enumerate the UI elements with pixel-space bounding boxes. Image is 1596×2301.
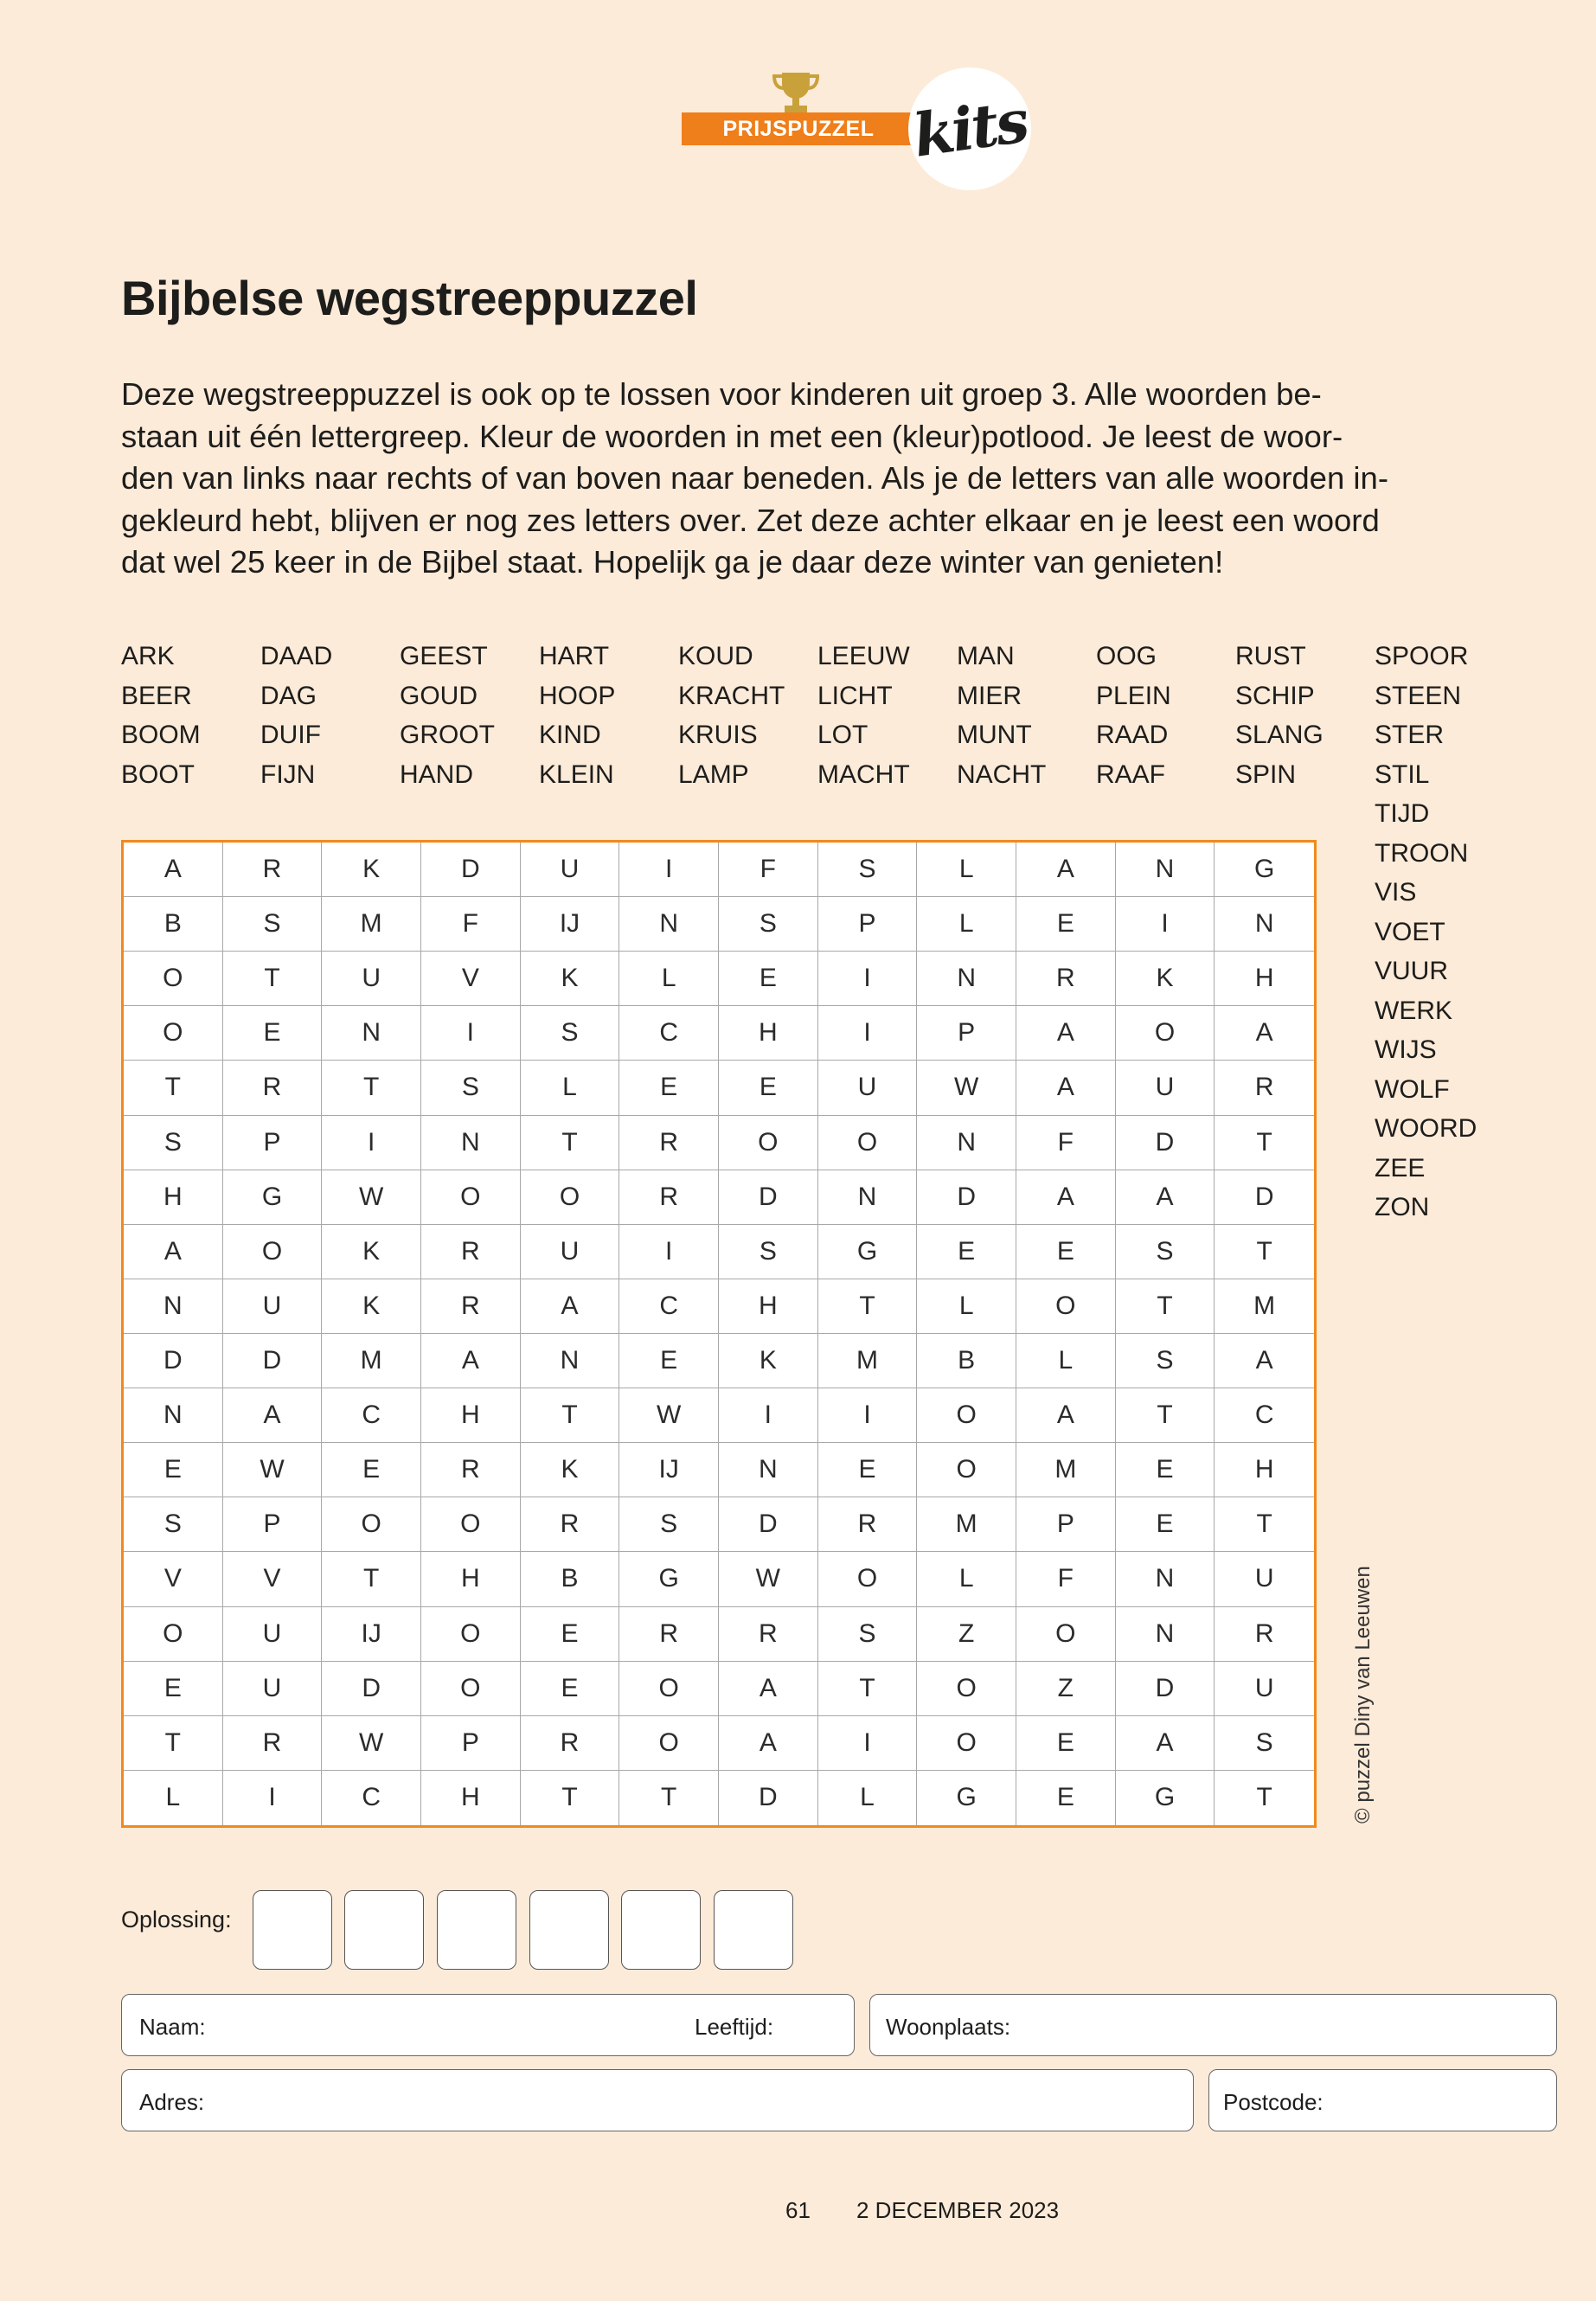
trophy-icon [770,69,822,119]
grid-cell[interactable]: I [818,1006,918,1061]
word-list-item: RAAF [1096,760,1166,789]
grid-cell[interactable]: U [223,1607,323,1662]
grid-cell[interactable]: IJ [521,897,620,952]
grid-cell[interactable]: S [818,1607,918,1662]
grid-cell[interactable]: E [521,1607,620,1662]
grid-cell[interactable]: O [1016,1607,1116,1662]
grid-cell[interactable]: D [719,1497,818,1552]
grid-cell[interactable]: E [719,952,818,1006]
grid-cell[interactable]: D [719,1170,818,1225]
grid-cell[interactable]: C [322,1388,421,1443]
grid-cell[interactable]: N [1116,843,1215,897]
word-list-item: HART [539,642,610,670]
address-label: Adres: [139,2089,205,2115]
grid-cell[interactable]: L [619,952,719,1006]
grid-cell[interactable]: N [421,1116,521,1170]
grid-cell[interactable]: K [322,1225,421,1279]
grid-cell[interactable]: D [223,1334,323,1388]
grid-cell[interactable]: R [521,1716,620,1771]
grid-cell[interactable]: O [421,1662,521,1716]
grid-cell[interactable]: R [719,1607,818,1662]
kits-logo [908,67,1031,190]
grid-cell[interactable]: O [818,1552,918,1606]
grid-cell[interactable]: U [818,1061,918,1115]
grid-cell[interactable]: W [223,1443,323,1497]
grid-cell[interactable]: E [223,1006,323,1061]
grid-cell[interactable]: G [818,1225,918,1279]
grid-cell[interactable]: U [223,1279,323,1334]
grid-cell[interactable]: A [1215,1334,1314,1388]
grid-cell[interactable]: Z [1016,1662,1116,1716]
word-list-item: BOOT [121,760,195,789]
grid-cell[interactable]: IJ [322,1607,421,1662]
puzzle-credit: © puzzel Diny van Leeuwen [1351,1566,1375,1823]
word-list-item: NACHT [957,760,1047,789]
grid-cell[interactable]: R [619,1607,719,1662]
grid-cell[interactable]: R [421,1225,521,1279]
grid-cell[interactable]: O [917,1388,1016,1443]
word-list-item: HOOP [539,681,616,710]
grid-cell[interactable]: R [1215,1061,1314,1115]
grid-cell[interactable]: A [1016,1061,1116,1115]
grid-cell[interactable]: E [521,1662,620,1716]
word-list-item: LAMP [678,760,749,789]
grid-cell[interactable]: S [223,897,323,952]
grid-cell[interactable]: C [619,1279,719,1334]
grid-cell[interactable]: P [223,1497,323,1552]
word-list-item: KIND [539,721,601,749]
grid-cell[interactable]: N [818,1170,918,1225]
grid-cell[interactable]: F [421,897,521,952]
grid-cell[interactable]: D [1215,1170,1314,1225]
word-list-item: DUIF [260,721,321,749]
word-list-item: FIJN [260,760,316,789]
grid-cell[interactable]: H [124,1170,223,1225]
grid-cell[interactable]: F [1016,1552,1116,1606]
word-list-item: GEEST [400,642,488,670]
grid-cell[interactable]: U [322,952,421,1006]
word-list-item: ZON [1375,1193,1430,1221]
grid-cell[interactable]: L [521,1061,620,1115]
grid-cell[interactable]: L [818,1771,918,1825]
grid-cell[interactable]: I [818,1716,918,1771]
grid-cell[interactable]: M [1215,1279,1314,1334]
grid-cell[interactable]: O [322,1497,421,1552]
grid-cell[interactable]: S [521,1006,620,1061]
intro-paragraph [121,374,1479,584]
grid-cell[interactable]: S [1116,1225,1215,1279]
grid-cell[interactable]: U [1116,1061,1215,1115]
grid-cell[interactable]: S [818,843,918,897]
grid-cell[interactable]: I [619,843,719,897]
word-list-item: VIS [1375,878,1417,907]
grid-cell[interactable]: S [719,897,818,952]
grid-cell[interactable]: S [1215,1716,1314,1771]
grid-cell[interactable]: G [619,1552,719,1606]
word-list-item: MIER [957,681,1022,710]
grid-cell[interactable]: S [421,1061,521,1115]
grid-cell[interactable]: N [719,1443,818,1497]
grid-cell[interactable]: E [619,1334,719,1388]
grid-cell[interactable]: D [124,1334,223,1388]
postcode-field[interactable] [1208,2069,1557,2131]
grid-cell[interactable]: E [1116,1443,1215,1497]
page-title: Bijbelse wegstreeppuzzel [121,271,698,325]
grid-cell[interactable]: A [1016,1170,1116,1225]
grid-cell[interactable]: S [124,1497,223,1552]
word-list-item: HAND [400,760,474,789]
grid-cell[interactable]: W [322,1716,421,1771]
issue-date: 2 DECEMBER 2023 [856,2197,1060,2223]
word-list-item: WERK [1375,996,1452,1025]
grid-cell[interactable]: I [322,1116,421,1170]
grid-cell[interactable]: O [421,1607,521,1662]
grid-cell[interactable]: D [322,1662,421,1716]
grid-cell[interactable]: P [917,1006,1016,1061]
grid-cell[interactable]: A [421,1334,521,1388]
word-list-item: STIL [1375,760,1430,789]
grid-cell[interactable]: I [818,1388,918,1443]
grid-cell[interactable]: E [818,1443,918,1497]
grid-cell[interactable]: H [421,1552,521,1606]
grid-cell[interactable]: I [719,1388,818,1443]
grid-cell[interactable]: E [1016,1225,1116,1279]
grid-cell[interactable]: I [1116,897,1215,952]
grid-cell[interactable]: O [917,1662,1016,1716]
grid-cell[interactable]: H [719,1279,818,1334]
grid-cell[interactable]: K [719,1334,818,1388]
grid-cell[interactable]: H [719,1006,818,1061]
kits-logo-text: kits [908,87,1031,171]
solution-box[interactable] [437,1890,516,1970]
grid-cell[interactable]: A [1016,1006,1116,1061]
grid-cell[interactable]: W [619,1388,719,1443]
grid-cell[interactable]: O [818,1116,918,1170]
name-age-field[interactable] [121,1994,855,2056]
city-field[interactable] [869,1994,1557,2056]
word-list-item: PLEIN [1096,681,1171,710]
solution-box[interactable] [253,1890,332,1970]
grid-cell[interactable]: G [917,1771,1016,1825]
word-list-item: TROON [1375,838,1469,868]
grid-cell[interactable]: O [223,1225,323,1279]
grid-cell[interactable]: E [322,1443,421,1497]
grid-cell[interactable]: F [1016,1116,1116,1170]
prijspuzzel-badge [682,62,1045,192]
word-list-item: OOG [1096,642,1157,670]
grid-cell[interactable]: E [619,1061,719,1115]
grid-cell[interactable]: D [421,843,521,897]
word-list-item: WIJS [1375,1035,1437,1064]
grid-cell[interactable]: T [521,1771,620,1825]
grid-cell[interactable]: R [223,843,323,897]
grid-cell[interactable]: E [124,1662,223,1716]
solution-box[interactable] [714,1890,793,1970]
grid-cell[interactable]: T [1256,1783,1272,1812]
grid-cell[interactable]: Z [917,1607,1016,1662]
grid-cell[interactable]: K [521,1443,620,1497]
grid-cell[interactable]: O [124,952,223,1006]
grid-cell[interactable]: B [521,1552,620,1606]
word-list-item: BOOM [121,721,201,749]
grid-cell[interactable]: S [719,1225,818,1279]
word-list-item: STEEN [1375,681,1462,710]
grid-cell[interactable]: I [421,1006,521,1061]
word-list-item: LOT [817,721,869,749]
grid-cell[interactable]: R [619,1116,719,1170]
grid-cell[interactable]: E [917,1225,1016,1279]
grid-cell[interactable]: L [917,1279,1016,1334]
grid-cell[interactable]: E [1016,1716,1116,1771]
grid-cell[interactable]: A [1215,1006,1314,1061]
word-list-item: LICHT [817,681,893,710]
solution-label: Oplossing: [121,1907,232,1932]
grid-cell[interactable]: T [818,1662,918,1716]
grid-cell[interactable]: W [322,1170,421,1225]
word-list-item: MACHT [817,760,910,789]
grid-cell[interactable]: I [223,1771,323,1825]
grid-cell[interactable]: R [619,1170,719,1225]
word-list-item: DAG [260,681,317,710]
city-label: Woonplaats: [886,2014,1011,2040]
grid-cell[interactable]: T [124,1061,223,1115]
word-list-item: RAAD [1096,721,1169,749]
grid-cell[interactable]: B [124,897,223,952]
word-list-item: VOET [1375,917,1445,946]
grid-cell[interactable]: N [1215,897,1314,952]
grid-cell[interactable]: K [521,952,620,1006]
grid-cell[interactable]: N [322,1006,421,1061]
word-list-item: STER [1375,721,1445,749]
grid-cell[interactable]: A [124,1225,223,1279]
intro-line: Deze wegstreeppuzzel is ook op te lossen voor kinderen uit groep 3. Alle woorden be- [121,376,1322,412]
grid-cell[interactable]: L [917,843,1016,897]
grid-cell[interactable]: R [818,1497,918,1552]
grid-cell[interactable]: G [1116,1771,1215,1825]
grid-cell[interactable]: S [1116,1334,1215,1388]
intro-line: staan uit één lettergreep. Kleur de woorden in met een (kleur)potlood. Je leest de woor- [121,418,1343,454]
grid-cell[interactable]: A [521,1279,620,1334]
word-list-item: WOLF [1375,1074,1450,1104]
word-list-item: SCHIP [1235,681,1315,710]
grid-cell[interactable]: T [1215,1225,1314,1279]
grid-cell[interactable]: D [1116,1116,1215,1170]
grid-cell[interactable]: W [719,1552,818,1606]
grid-cell[interactable]: L [917,1552,1016,1606]
solution-box[interactable] [621,1890,701,1970]
grid-cell[interactable]: R [521,1497,620,1552]
grid-cell[interactable]: M [818,1334,918,1388]
grid-cell[interactable]: L [917,897,1016,952]
grid-cell[interactable]: C [1215,1388,1314,1443]
grid-cell[interactable]: T [818,1279,918,1334]
grid-cell[interactable]: E [124,1443,223,1497]
word-list-item: MAN [957,642,1015,670]
grid-cell[interactable]: B [917,1334,1016,1388]
grid-cell[interactable]: D [719,1771,818,1825]
name-label: Naam: [139,2014,206,2040]
grid-cell[interactable]: A [1016,843,1116,897]
grid-cell[interactable]: R [223,1716,323,1771]
grid-cell[interactable]: L [1016,1334,1116,1388]
grid-cell[interactable]: T [223,952,323,1006]
word-list-item: LEEUW [817,642,910,670]
word-list-item: TIJD [1375,799,1430,828]
grid-cell[interactable]: O [421,1497,521,1552]
grid-cell[interactable]: O [917,1716,1016,1771]
grid-cell[interactable]: N [917,1116,1016,1170]
grid-cell[interactable]: I [619,1225,719,1279]
grid-cell[interactable]: N [521,1334,620,1388]
grid-cell[interactable]: R [1215,1607,1314,1662]
grid-cell[interactable]: L [124,1771,223,1825]
grid-cell[interactable]: C [619,1006,719,1061]
grid-cell[interactable]: U [1215,1662,1314,1716]
grid-cell[interactable]: U [521,1225,620,1279]
grid-cell[interactable]: S [619,1497,719,1552]
word-list-item: DAAD [260,642,333,670]
grid-cell[interactable]: E [719,1061,818,1115]
word-list-item: VUUR [1375,957,1449,985]
grid-cell[interactable]: T [619,1771,719,1825]
grid-cell[interactable]: G [1215,843,1314,897]
grid-cell[interactable]: H [1215,1443,1314,1497]
grid-cell[interactable]: T [521,1388,620,1443]
word-list-item: SPIN [1235,760,1297,789]
intro-line: den van links naar rechts of van boven naar beneden. Als je de letters van alle woorden in- [121,460,1388,496]
grid-cell[interactable]: O [521,1170,620,1225]
grid-cell[interactable]: H [421,1771,521,1825]
grid-cell[interactable]: A [1116,1716,1215,1771]
age-label: Leeftijd: [695,2014,774,2040]
grid-cell[interactable]: N [619,897,719,952]
grid-cell[interactable]: V [421,952,521,1006]
word-list-item: MUNT [957,721,1032,749]
grid-cell[interactable]: P [421,1716,521,1771]
address-field[interactable] [121,2069,1194,2131]
intro-line: dat wel 25 keer in de Bijbel staat. Hopelijk ga je daar deze winter van genieten! [121,544,1224,580]
page-number: 61 [785,2197,811,2223]
word-list-item: RUST [1235,642,1306,670]
grid-cell[interactable]: O [1016,1279,1116,1334]
word-list-item: ZEE [1375,1153,1426,1183]
grid-cell[interactable]: V [124,1552,223,1606]
grid-cell[interactable]: A [1016,1388,1116,1443]
grid-cell[interactable]: T [521,1116,620,1170]
grid-cell[interactable]: S [124,1116,223,1170]
grid-cell[interactable]: F [719,843,818,897]
grid-cell[interactable]: P [818,897,918,952]
grid-cell[interactable]: T [1215,1116,1314,1170]
grid-cell[interactable]: T [1116,1388,1215,1443]
word-list-item: KOUD [678,642,753,670]
word-list-item: KLEIN [539,760,614,789]
grid-cell[interactable]: T [1215,1497,1314,1552]
grid-cell[interactable]: T [322,1061,421,1115]
grid-cell[interactable]: M [1016,1443,1116,1497]
grid-cell[interactable]: U [521,843,620,897]
grid-cell[interactable]: N [1116,1607,1215,1662]
grid-cell[interactable]: E [1016,897,1116,952]
grid-cell[interactable]: A [223,1388,323,1443]
grid-cell[interactable]: O [719,1116,818,1170]
grid-cell[interactable]: IJ [619,1443,719,1497]
grid-cell[interactable]: O [917,1443,1016,1497]
grid-cell[interactable]: M [917,1497,1016,1552]
word-list-item: GOUD [400,681,478,710]
word-list-item: GROOT [400,721,495,749]
grid-cell[interactable]: H [421,1388,521,1443]
solution-box[interactable] [529,1890,609,1970]
solution-box[interactable] [344,1890,424,1970]
grid-cell[interactable]: N [124,1279,223,1334]
grid-cell[interactable]: M [322,897,421,952]
grid-cell[interactable]: U [1215,1552,1314,1606]
grid-cell[interactable]: A [124,843,223,897]
grid-cell[interactable]: I [818,952,918,1006]
postcode-label: Postcode: [1223,2089,1324,2115]
grid-cell[interactable]: A [1116,1170,1215,1225]
grid-cell[interactable]: O [421,1170,521,1225]
grid-cell[interactable]: V [223,1552,323,1606]
grid-cell[interactable]: R [421,1279,521,1334]
word-list-item: SPOOR [1375,642,1469,670]
grid-cell[interactable]: T [1116,1279,1215,1334]
grid-cell[interactable]: G [223,1170,323,1225]
grid-cell[interactable]: M [322,1334,421,1388]
grid-cell[interactable]: K [1116,952,1215,1006]
grid-cell[interactable]: R [1016,952,1116,1006]
grid-cell[interactable]: N [917,952,1016,1006]
prijspuzzel-label: PRIJSPUZZEL [682,112,915,145]
grid-cell[interactable]: T [124,1716,223,1771]
grid-cell[interactable]: U [223,1662,323,1716]
word-list-item: KRUIS [678,721,758,749]
grid-cell[interactable]: O [124,1607,223,1662]
grid-cell[interactable]: K [322,843,421,897]
grid-cell[interactable]: O [619,1716,719,1771]
grid-cell[interactable]: K [322,1279,421,1334]
word-list-item: BEER [121,681,192,710]
grid-cell[interactable]: A [719,1662,818,1716]
grid-cell[interactable]: P [223,1116,323,1170]
word-list-item: KRACHT [678,681,785,710]
word-list-item: WOORD [1375,1114,1477,1143]
grid-cell[interactable]: C [322,1771,421,1825]
intro-line: gekleurd hebt, blijven er nog zes letters over. Zet deze achter elkaar en je leest een woord [121,502,1380,538]
grid-cell[interactable]: N [1116,1552,1215,1606]
puzzle-grid [121,840,1317,1828]
grid-cell[interactable]: A [719,1716,818,1771]
grid-cell[interactable]: E [1016,1771,1116,1825]
grid-cell[interactable]: O [1116,1006,1215,1061]
grid-cell[interactable]: D [1116,1662,1215,1716]
grid-cell[interactable]: O [619,1662,719,1716]
grid-cell[interactable]: W [917,1061,1016,1115]
grid-cell[interactable]: H [1215,952,1314,1006]
grid-cell[interactable]: R [421,1443,521,1497]
word-list-item: ARK [121,642,175,670]
grid-cell[interactable]: D [917,1170,1016,1225]
grid-cell[interactable]: O [124,1006,223,1061]
grid-cell[interactable]: N [124,1388,223,1443]
grid-cell[interactable]: T [322,1552,421,1606]
grid-cell[interactable]: R [223,1061,323,1115]
grid-cell[interactable]: E [1116,1497,1215,1552]
word-list-item: SLANG [1235,721,1324,749]
grid-cell[interactable]: P [1016,1497,1116,1552]
